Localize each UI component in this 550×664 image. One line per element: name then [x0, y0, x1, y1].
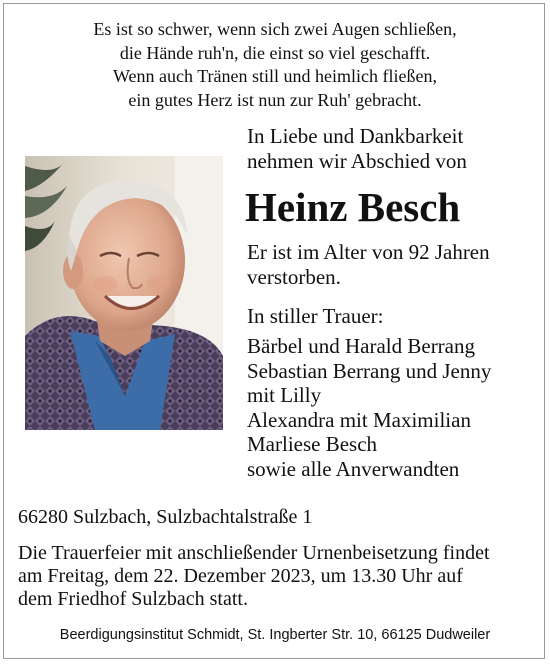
- grief-title: In stiller Trauer:: [247, 304, 384, 328]
- mourner-line: Sebastian Berrang und Jenny: [247, 358, 492, 383]
- mourner-line: mit Lilly: [247, 383, 322, 407]
- mourner-line: Marliese Besch: [247, 432, 378, 456]
- mourner-line: sowie alle Anverwandten: [247, 456, 460, 481]
- mourner-line: Alexandra mit Maximilian: [247, 407, 471, 432]
- intro-line: nehmen wir Abschied von: [247, 148, 467, 173]
- age-text: [247, 240, 490, 289]
- mourners-list: [247, 334, 491, 481]
- poem-line: ein gutes Herz ist nun zur Ruh' gebracht.: [128, 89, 422, 110]
- funeral-info: [18, 542, 490, 611]
- funeral-line: dem Friedhof Sulzbach statt.: [18, 588, 248, 610]
- funeral-line: am Freitag, dem 22. Dezember 2023, um 13.30 Uhr auf: [18, 565, 463, 587]
- poem: [0, 18, 550, 112]
- age-line: Er ist im Alter von 92 Jahren: [247, 240, 490, 264]
- address: 66280 Sulzbach, Sulzbachtalstraße 1: [18, 506, 313, 528]
- poem-line: die Hände ruh'n, die einst so viel geschafft.: [119, 42, 431, 63]
- age-line: verstorben.: [247, 264, 341, 289]
- funeral-home-footer: Beerdigungsinstitut Schmidt, St. Ingberter Str. 10, 66125 Dudweiler: [59, 627, 491, 643]
- poem-line: Wenn auch Tränen still und heimlich fließen,: [113, 66, 437, 86]
- poem-line: Es ist so schwer, wenn sich zwei Augen schließen,: [93, 19, 457, 39]
- mourner-line: Bärbel und Harald Berrang: [247, 334, 475, 358]
- portrait-photo: [25, 156, 223, 430]
- deceased-name: Heinz Besch: [245, 184, 461, 230]
- portrait-illustration: [25, 156, 223, 430]
- intro-text: [247, 124, 467, 173]
- intro-line: In Liebe und Dankbarkeit: [247, 124, 464, 148]
- funeral-line: Die Trauerfeier mit anschließender Urnenbeisetzung findet: [18, 542, 490, 564]
